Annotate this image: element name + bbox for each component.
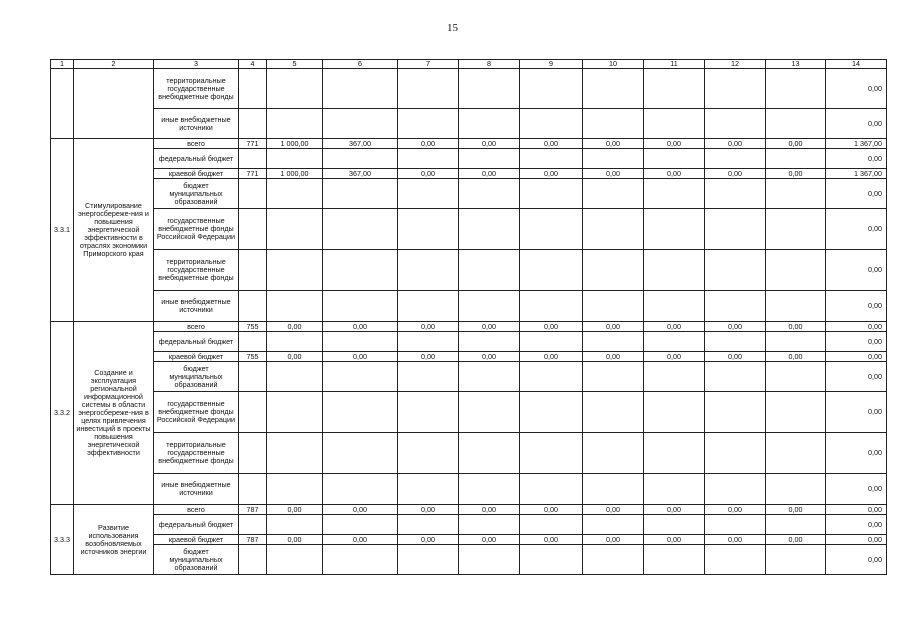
page-number: 15 <box>447 22 458 34</box>
measure-code: 3.3.2 <box>51 322 74 505</box>
table-row <box>51 362 887 392</box>
source-label: территориальные государственные внебюджетные фонды <box>154 250 239 291</box>
value-cell: 0,00 <box>459 169 520 179</box>
total-value: 0,00 <box>826 250 887 291</box>
source-label: иные внебюджетные источники <box>154 474 239 505</box>
column-header: 13 <box>766 60 826 69</box>
column-header: 3 <box>154 60 239 69</box>
value-cell: 0,00 <box>323 322 398 332</box>
value-cell: 0,00 <box>705 322 766 332</box>
value-cell: 1 000,00 <box>267 139 323 149</box>
value-cell: 0,00 <box>766 169 826 179</box>
source-label: всего <box>154 505 239 515</box>
value-cell: 0,00 <box>398 505 459 515</box>
value-cell: 0,00 <box>459 322 520 332</box>
source-label: федеральный бюджет <box>154 332 239 352</box>
value-cell: 1 367,00 <box>826 169 887 179</box>
code-cell <box>51 69 74 139</box>
column-header: 12 <box>705 60 766 69</box>
table-row <box>51 515 887 535</box>
value-cell: 367,00 <box>323 169 398 179</box>
value-cell: 0,00 <box>644 352 705 362</box>
value-cell: 0,00 <box>267 535 323 545</box>
value-cell: 0,00 <box>520 139 583 149</box>
value-cell: 0,00 <box>520 505 583 515</box>
source-label: краевой бюджет <box>154 169 239 179</box>
column-header: 1 <box>51 60 74 69</box>
value-cell: 0,00 <box>766 139 826 149</box>
value-cell: 0,00 <box>459 535 520 545</box>
value-cell: 0,00 <box>520 352 583 362</box>
value-cell: 0,00 <box>583 169 644 179</box>
value-cell: 0,00 <box>323 352 398 362</box>
budget-table <box>50 59 887 575</box>
total-value: 0,00 <box>826 209 887 250</box>
column-header: 8 <box>459 60 520 69</box>
value-cell: 787 <box>239 535 267 545</box>
table-row <box>51 545 887 575</box>
value-cell: 0,00 <box>766 352 826 362</box>
value-cell: 0,00 <box>520 322 583 332</box>
value-cell: 0,00 <box>705 139 766 149</box>
source-label: федеральный бюджет <box>154 515 239 535</box>
table-row <box>51 139 887 149</box>
column-header: 4 <box>239 60 267 69</box>
source-label: государственные внебюджетные фонды Российской Федерации <box>154 392 239 433</box>
table-row <box>51 291 887 322</box>
column-header: 5 <box>267 60 323 69</box>
value-cell: 0,00 <box>705 352 766 362</box>
table-row <box>51 179 887 209</box>
value-cell: 0,00 <box>826 505 887 515</box>
value-cell: 0,00 <box>398 535 459 545</box>
table-row <box>51 209 887 250</box>
value-cell: 0,00 <box>520 169 583 179</box>
column-header: 6 <box>323 60 398 69</box>
column-header: 14 <box>826 60 887 69</box>
total-value: 0,00 <box>826 392 887 433</box>
value-cell: 1 000,00 <box>267 169 323 179</box>
total-value: 0,00 <box>826 474 887 505</box>
column-header: 7 <box>398 60 459 69</box>
table-row <box>51 474 887 505</box>
source-label: территориальные государственные внебюджетные фонды <box>154 433 239 474</box>
value-cell: 367,00 <box>323 139 398 149</box>
value-cell: 0,00 <box>644 322 705 332</box>
value-cell: 0,00 <box>583 535 644 545</box>
total-value: 0,00 <box>826 545 887 575</box>
source-label: бюджет муниципальных образований <box>154 362 239 392</box>
source-label: иные внебюджетные источники <box>154 109 239 139</box>
column-header: 10 <box>583 60 644 69</box>
source-label: иные внебюджетные источники <box>154 291 239 322</box>
total-value: 0,00 <box>826 515 887 535</box>
source-label: бюджет муниципальных образований <box>154 179 239 209</box>
value-cell: 0,00 <box>644 535 705 545</box>
table-row <box>51 505 887 515</box>
value-cell: 0,00 <box>826 322 887 332</box>
value-cell: 0,00 <box>520 535 583 545</box>
value-cell: 771 <box>239 169 267 179</box>
table-row <box>51 322 887 332</box>
value-cell: 0,00 <box>644 139 705 149</box>
source-label: всего <box>154 322 239 332</box>
measure-code: 3.3.1 <box>51 139 74 322</box>
source-label: всего <box>154 139 239 149</box>
column-header: 2 <box>74 60 154 69</box>
value-cell: 0,00 <box>583 505 644 515</box>
source-label: территориальные государственные внебюджетные фонды <box>154 69 239 109</box>
table-row <box>51 433 887 474</box>
total-value: 0,00 <box>826 362 887 392</box>
total-value: 0,00 <box>826 433 887 474</box>
value-cell: 0,00 <box>459 139 520 149</box>
value-cell: 0,00 <box>398 139 459 149</box>
value-cell: 0,00 <box>267 322 323 332</box>
source-label: федеральный бюджет <box>154 149 239 169</box>
column-header: 11 <box>644 60 705 69</box>
value-cell: 0,00 <box>826 535 887 545</box>
measure-name: Стимулирование энергосбереже-ния и повышения энергетической эффективности в отраслях экономики Приморского края <box>74 139 154 322</box>
total-value: 0,00 <box>826 109 887 139</box>
value-cell: 1 367,00 <box>826 139 887 149</box>
table-row <box>51 535 887 545</box>
table-row <box>51 392 887 433</box>
value-cell: 0,00 <box>398 322 459 332</box>
value-cell: 755 <box>239 322 267 332</box>
value-cell: 0,00 <box>644 169 705 179</box>
value-cell: 755 <box>239 352 267 362</box>
value-cell: 0,00 <box>459 505 520 515</box>
source-label: краевой бюджет <box>154 352 239 362</box>
value-cell: 0,00 <box>826 352 887 362</box>
value-cell: 0,00 <box>705 535 766 545</box>
total-value: 0,00 <box>826 179 887 209</box>
column-header: 9 <box>520 60 583 69</box>
total-value: 0,00 <box>826 291 887 322</box>
table-row <box>51 149 887 169</box>
value-cell: 0,00 <box>459 352 520 362</box>
value-cell: 771 <box>239 139 267 149</box>
value-cell: 0,00 <box>583 352 644 362</box>
table-row <box>51 169 887 179</box>
total-value: 0,00 <box>826 149 887 169</box>
value-cell: 0,00 <box>398 352 459 362</box>
value-cell: 0,00 <box>267 352 323 362</box>
value-cell: 0,00 <box>267 505 323 515</box>
source-label: бюджет муниципальных образований <box>154 545 239 575</box>
value-cell: 787 <box>239 505 267 515</box>
total-value: 0,00 <box>826 332 887 352</box>
value-cell: 0,00 <box>705 169 766 179</box>
table-row <box>51 352 887 362</box>
total-value: 0,00 <box>826 69 887 109</box>
value-cell: 0,00 <box>766 322 826 332</box>
measure-name: Развитие использования возобновляемых источников энергии <box>74 505 154 575</box>
value-cell: 0,00 <box>644 505 705 515</box>
measure-name: Создание и эксплуатация региональной информационной системы в области энергосбереже-ния в целях привлечения инвестиций в проекты повышения энергетической эффективности <box>74 322 154 505</box>
value-cell: 0,00 <box>398 169 459 179</box>
table-row <box>51 69 887 109</box>
table-row <box>51 109 887 139</box>
value-cell: 0,00 <box>705 505 766 515</box>
source-label: краевой бюджет <box>154 535 239 545</box>
measure-code: 3.3.3 <box>51 505 74 575</box>
value-cell: 0,00 <box>323 505 398 515</box>
value-cell: 0,00 <box>766 535 826 545</box>
name-cell <box>74 69 154 139</box>
value-cell: 0,00 <box>323 535 398 545</box>
value-cell: 0,00 <box>583 139 644 149</box>
column-number-row <box>51 60 887 69</box>
value-cell: 0,00 <box>583 322 644 332</box>
value-cell: 0,00 <box>766 505 826 515</box>
table-row <box>51 332 887 352</box>
table-row <box>51 250 887 291</box>
source-label: государственные внебюджетные фонды Российской Федерации <box>154 209 239 250</box>
